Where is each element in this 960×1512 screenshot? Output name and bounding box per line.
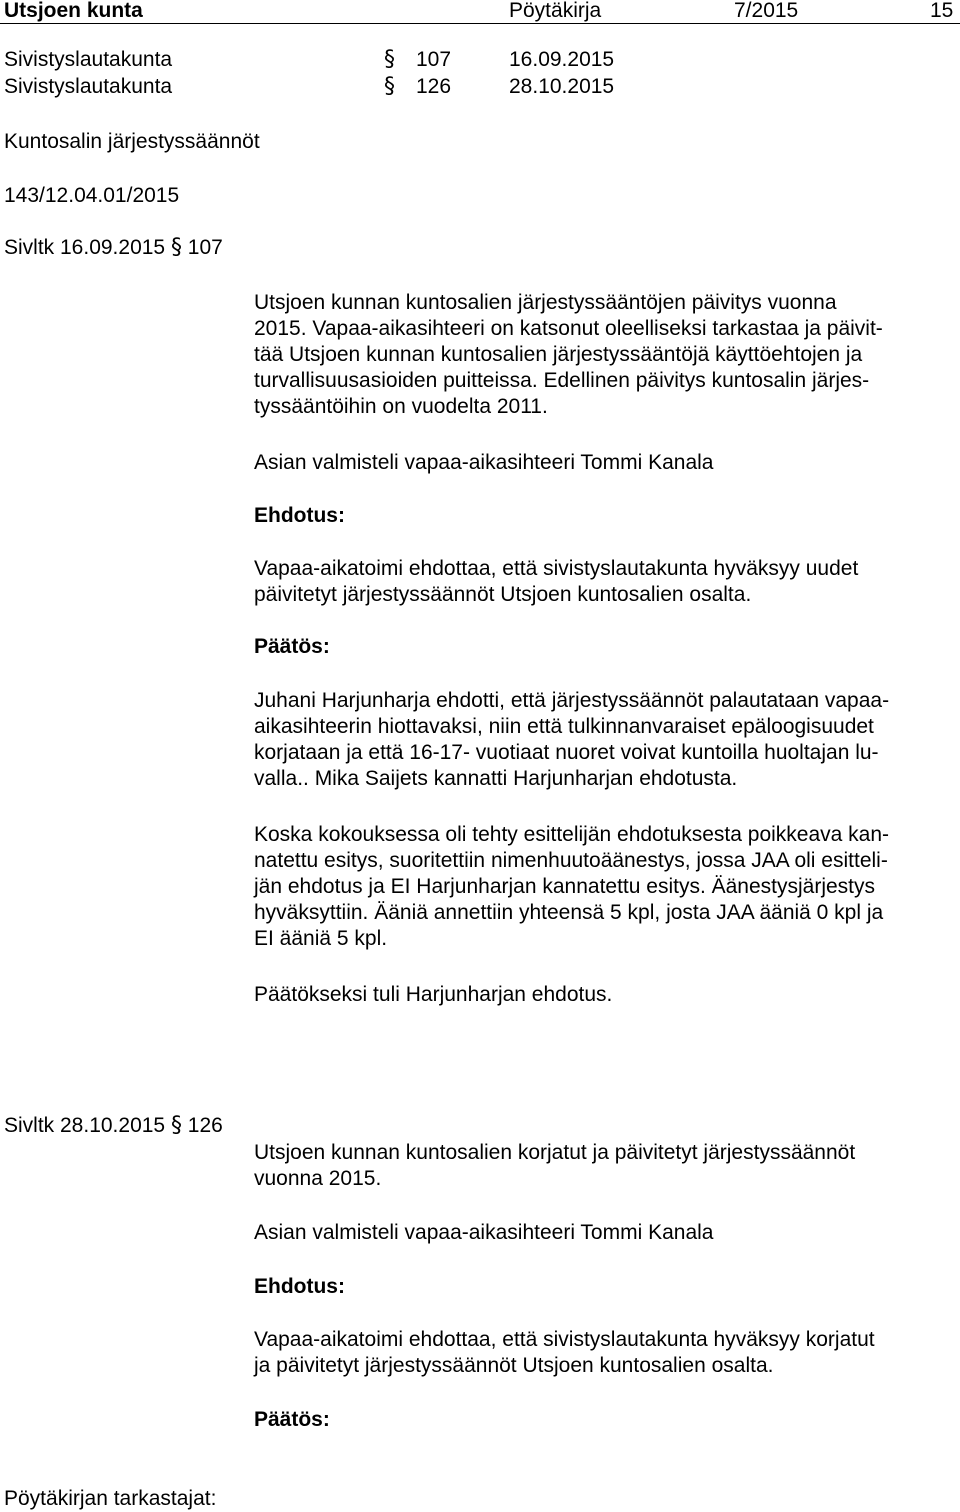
text-line: Juhani Harjunharja ehdotti, että järjestyssäännöt palautataan vapaa- [254,689,890,712]
preparer-line: Asian valmisteli vapaa-aikasihteeri Tommi Kanala [254,451,714,474]
text-line: ja päivitetyt järjestyssäännöt Utsjoen kuntosalien osalta. [254,1354,774,1377]
handling-number: 107 [416,48,452,71]
text-line: jän ehdotus ja EI Harjunharjan kannatettu esitys. Äänestysjärjestys [254,875,876,898]
organization-name: Utsjoen kunta [4,0,143,22]
page-number: 15 [930,0,954,22]
handling-date: 28.10.2015 [509,75,615,98]
text-line: Utsjoen kunnan kuntosalien järjestyssääntöjen päivitys vuonna [254,291,837,314]
section-mark: § [384,74,395,99]
issue-number: 7/2015 [734,0,799,22]
text-line: korjataan ja että 16-17- vuotiaat nuoret voivat kuntoilla huoltajan lu- [254,741,879,764]
proposal-paragraph [254,556,950,608]
text-line: Koska kokouksessa oli tehty esittelijän ehdotuksesta poikkeava kan- [254,823,890,846]
text-line: natettu esitys, suoritettiin nimenhuutoäänestys, jossa JAA oli esitteli- [254,849,888,872]
reference-number: 143/12.04.01/2015 [4,184,180,207]
section-mark: § [384,47,395,72]
text-line: aikasihteerin hiottavaksi, niin että tulkinnanvaraiset epäloogisuudet [254,715,874,738]
intro-paragraph [254,290,950,420]
text-line: valla.. Mika Saijets kannatti Harjunharjan ehdotusta. [254,767,738,790]
proposal-paragraph [254,1327,950,1379]
handling-number: 126 [416,75,452,98]
text-line: päivitetyt järjestyssäännöt Utsjoen kuntosalien osalta. [254,583,752,606]
decision-result: Päätökseksi tuli Harjunharjan ehdotus. [254,983,613,1006]
text-line: hyväksyttiin. Ääniä annettiin yhteensä 5 kpl, josta JAA ääniä 0 kpl ja [254,901,884,924]
text-line: EI ääniä 5 kpl. [254,927,388,950]
vote-paragraph [254,822,950,952]
text-line: vuonna 2015. [254,1167,382,1190]
handling-body: Sivistyslautakunta [4,48,173,71]
handling-body: Sivistyslautakunta [4,75,173,98]
section-number: 126 [187,1114,223,1137]
text-line: Utsjoen kunnan kuntosalien korjatut ja päivitetyt järjestyssäännöt [254,1141,856,1164]
header-divider [0,23,960,24]
session-date: Sivltk 16.09.2015 [4,236,166,259]
section-number: 107 [187,236,223,259]
matter-title: Kuntosalin järjestyssäännöt [4,130,260,153]
decision-label: Päätös: [254,1408,330,1431]
text-line: Vapaa-aikatoimi ehdottaa, että sivistyslautakunta hyväksyy korjatut [254,1328,875,1351]
text-line: turvallisuusasioiden puitteissa. Edellinen päivitys kuntosalin järjes- [254,369,870,392]
text-line: tää Utsjoen kunnan kuntosalien järjestyssääntöjä käyttöehtojen ja [254,343,863,366]
checkers-label: Pöytäkirjan tarkastajat: [4,1487,217,1510]
text-line: 2015. Vapaa-aikasihteeri on katsonut oleelliseksi tarkastaa ja päivit- [254,317,883,340]
text-line: Vapaa-aikatoimi ehdottaa, että sivistyslautakunta hyväksyy uudet [254,557,859,580]
section-mark: § [170,235,182,260]
session-date: Sivltk 28.10.2015 [4,1114,166,1137]
intro-paragraph [254,1140,950,1192]
session-heading [4,235,223,261]
text-line: tyssääntöihin on vuodelta 2011. [254,395,548,418]
preparer-line: Asian valmisteli vapaa-aikasihteeri Tommi Kanala [254,1221,714,1244]
session-heading [4,1113,223,1139]
document-type: Pöytäkirja [509,0,602,22]
proposal-label: Ehdotus: [254,1275,345,1298]
decision-paragraph [254,688,950,792]
handling-date: 16.09.2015 [509,48,615,71]
decision-label: Päätös: [254,635,330,658]
proposal-label: Ehdotus: [254,504,345,527]
section-mark: § [170,1113,182,1138]
